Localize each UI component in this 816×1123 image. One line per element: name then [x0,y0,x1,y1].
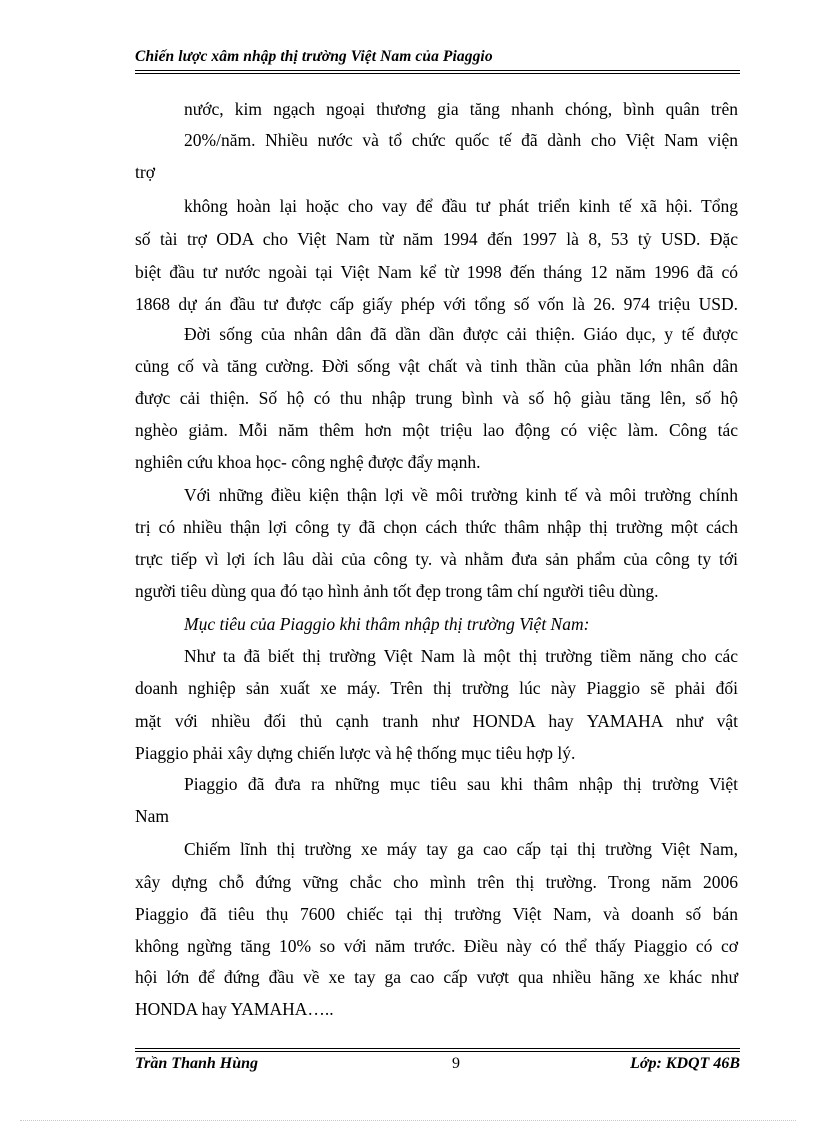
text-line: xây dựng chỗ đứng vững chắc cho mình trên thị trường. Trong năm 2006 [135,872,738,892]
text-line: không hoàn lại hoặc cho vay để đầu tư phát triển kinh tế xã hội. Tổng [184,196,738,216]
text-line: biệt đầu tư nước ngoài tại Việt Nam kể từ 1998 đến tháng 12 năm 1996 đã có [135,262,738,282]
footer-class: Lớp: KDQT 46B [630,1055,740,1072]
text-line: trợ [135,162,155,182]
text-line: doanh nghiệp sản xuất xe máy. Trên thị trường lúc này Piaggio sẽ phải đối [135,678,738,698]
footer-rule-thin [135,1048,740,1049]
section-subheading: Mục tiêu của Piaggio khi thâm nhập thị trường Việt Nam: [184,614,590,634]
footer-rule [135,1051,740,1052]
text-line: hội lớn để đứng đầu về xe tay ga cao cấp vượt qua nhiều hãng xe khác như [135,967,738,987]
page-number: 9 [452,1055,460,1072]
text-line: củng cố và tăng cường. Đời sống vật chất và tinh thần của phần lớn nhân dân [135,356,738,376]
header-rule [135,70,740,71]
text-line: nghiên cứu khoa học- công nghệ được đẩy mạnh. [135,452,481,472]
text-line: Chiếm lĩnh thị trường xe máy tay ga cao cấp tại thị trường Việt Nam, [184,839,738,859]
running-header: Chiến lược xâm nhập thị trường Việt Nam của Piaggio [135,48,493,65]
page-edge-dotted-line [20,1120,796,1121]
text-line: Piaggio phải xây dựng chiến lược và hệ thống mục tiêu hợp lý. [135,743,576,763]
text-line: người tiêu dùng qua đó tạo hình ảnh tốt đẹp trong tâm chí người tiêu dùng. [135,581,659,601]
text-line: 1868 dự án đầu tư được cấp giấy phép với tổng số vốn là 26. 974 triệu USD. [135,294,738,314]
text-line: được cải thiện. Số hộ có thu nhập trung bình và số hộ giàu tăng lên, số hộ [135,388,738,408]
text-line: Đời sống của nhân dân đã dần dần được cải thiện. Giáo dục, y tế được [184,324,738,344]
footer-author: Trần Thanh Hùng [135,1055,259,1072]
text-line: Với những điều kiện thận lợi về môi trường kinh tế và môi trường chính [184,485,738,505]
text-line: số tài trợ ODA cho Việt Nam từ năm 1994 đến 1997 là 8, 53 tỷ USD. Đặc [135,229,738,249]
text-line: Piaggio đã tiêu thụ 7600 chiếc tại thị trường Việt Nam, và doanh số bán [135,904,738,924]
text-line: nước, kim ngạch ngoại thương gia tăng nhanh chóng, bình quân trên [184,99,738,119]
text-line: Nam [135,806,170,826]
text-line: HONDA hay YAMAHA….. [135,999,334,1019]
text-line: Piaggio đã đưa ra những mục tiêu sau khi thâm nhập thị trường Việt [184,774,738,794]
text-line: Như ta đã biết thị trường Việt Nam là một thị trường tiềm năng cho các [184,646,738,666]
text-line: trị có nhiều thận lợi công ty đã chọn cách thức thâm nhập thị trường một cách [135,517,738,537]
text-line: không ngừng tăng 10% so với năm trước. Điều này có thể thấy Piaggio có cơ [135,936,738,956]
text-line: mặt với nhiều đối thủ cạnh tranh như HONDA hay YAMAHA như vật [135,711,738,731]
text-line: 20%/năm. Nhiều nước và tổ chức quốc tế đã dành cho Việt Nam viện [184,130,738,150]
text-line: trực tiếp vì lợi ích lâu dài của công ty. và nhằm đưa sản phẩm của công ty tới [135,549,738,569]
text-line: nghèo giảm. Mỗi năm thêm hơn một triệu lao động có việc làm. Công tác [135,420,738,440]
header-rule-thin [135,73,740,74]
